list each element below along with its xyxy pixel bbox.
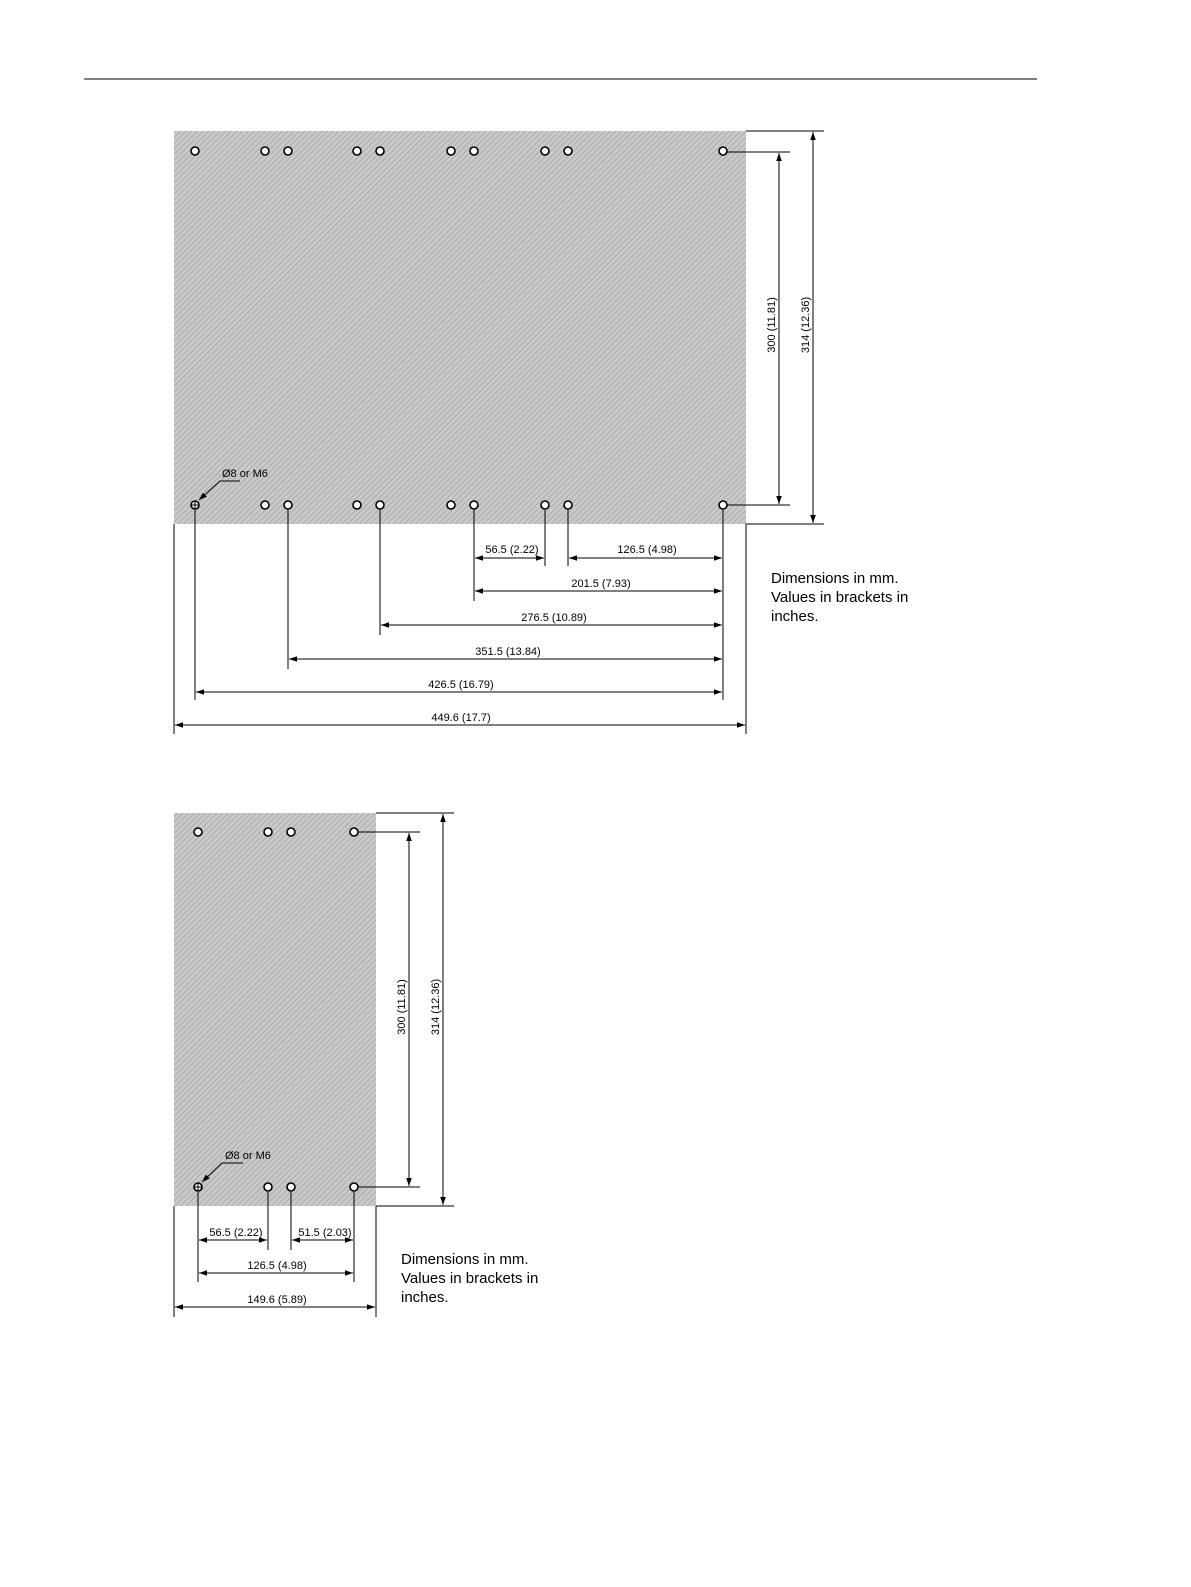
- mounting-hole: [264, 1183, 272, 1191]
- dimension-label-300: 300 (11.81): [766, 297, 778, 353]
- mounting-hole: [541, 501, 549, 509]
- dimension-label-351-5: 351.5 (13.84): [475, 646, 541, 658]
- units-note-line-3: inches.: [771, 608, 819, 625]
- drawing-2: [174, 813, 538, 1317]
- units-note-line-3: inches.: [401, 1289, 449, 1306]
- mounting-hole: [353, 147, 361, 155]
- mounting-hole: [191, 147, 199, 155]
- mounting-hole: [353, 501, 361, 509]
- mounting-hole: [719, 147, 727, 155]
- mounting-hole: [350, 1183, 358, 1191]
- mounting-hole: [541, 147, 549, 155]
- dimension-label-449-6: 449.6 (17.7): [431, 712, 491, 724]
- dimension-label-426-5: 426.5 (16.79): [428, 679, 494, 691]
- dimension-label-56-5: 56.5 (2.22): [209, 1227, 263, 1239]
- dimension-label-201-5: 201.5 (7.93): [571, 578, 631, 590]
- units-note-line-2: Values in brackets in: [771, 589, 909, 606]
- mounting-hole: [350, 828, 358, 836]
- dimension-label-149-6: 149.6 (5.89): [247, 1294, 307, 1306]
- dimension-label-300: 300 (11.81): [396, 979, 408, 1035]
- mounting-hole: [287, 1183, 295, 1191]
- mounting-hole: [261, 147, 269, 155]
- mounting-hole: [470, 147, 478, 155]
- dimension-label-276-5: 276.5 (10.89): [521, 612, 587, 624]
- dimension-label-51-5: 51.5 (2.03): [298, 1227, 352, 1239]
- mounting-hole: [194, 828, 202, 836]
- mounting-plate-1: [174, 131, 746, 524]
- mounting-plate-2: [174, 813, 376, 1206]
- mounting-hole: [564, 501, 572, 509]
- mounting-hole: [261, 501, 269, 509]
- mounting-hole: [447, 501, 455, 509]
- dimension-label-126-5: 126.5 (4.98): [617, 544, 677, 556]
- mounting-hole: [470, 501, 478, 509]
- drawing-1: [174, 131, 908, 734]
- mounting-hole: [376, 147, 384, 155]
- dimension-label-56-5: 56.5 (2.22): [485, 544, 539, 556]
- mounting-hole: [284, 147, 292, 155]
- dimension-label-314: 314 (12.36): [800, 296, 812, 354]
- mounting-hole: [264, 828, 272, 836]
- units-note-line-2: Values in brackets in: [401, 1270, 539, 1287]
- mounting-hole: [719, 501, 727, 509]
- dimension-label-314: 314 (12.36): [430, 978, 442, 1036]
- mounting-hole: [564, 147, 572, 155]
- hole-size-label: Ø8 or M6: [225, 1150, 271, 1162]
- mounting-hole: [376, 501, 384, 509]
- dimension-label-126-5: 126.5 (4.98): [247, 1260, 307, 1272]
- units-note-line-1: Dimensions in mm.: [771, 570, 899, 587]
- hole-size-label: Ø8 or M6: [222, 468, 268, 480]
- mounting-hole: [287, 828, 295, 836]
- mounting-hole: [447, 147, 455, 155]
- mounting-hole: [284, 501, 292, 509]
- units-note-line-1: Dimensions in mm.: [401, 1251, 529, 1268]
